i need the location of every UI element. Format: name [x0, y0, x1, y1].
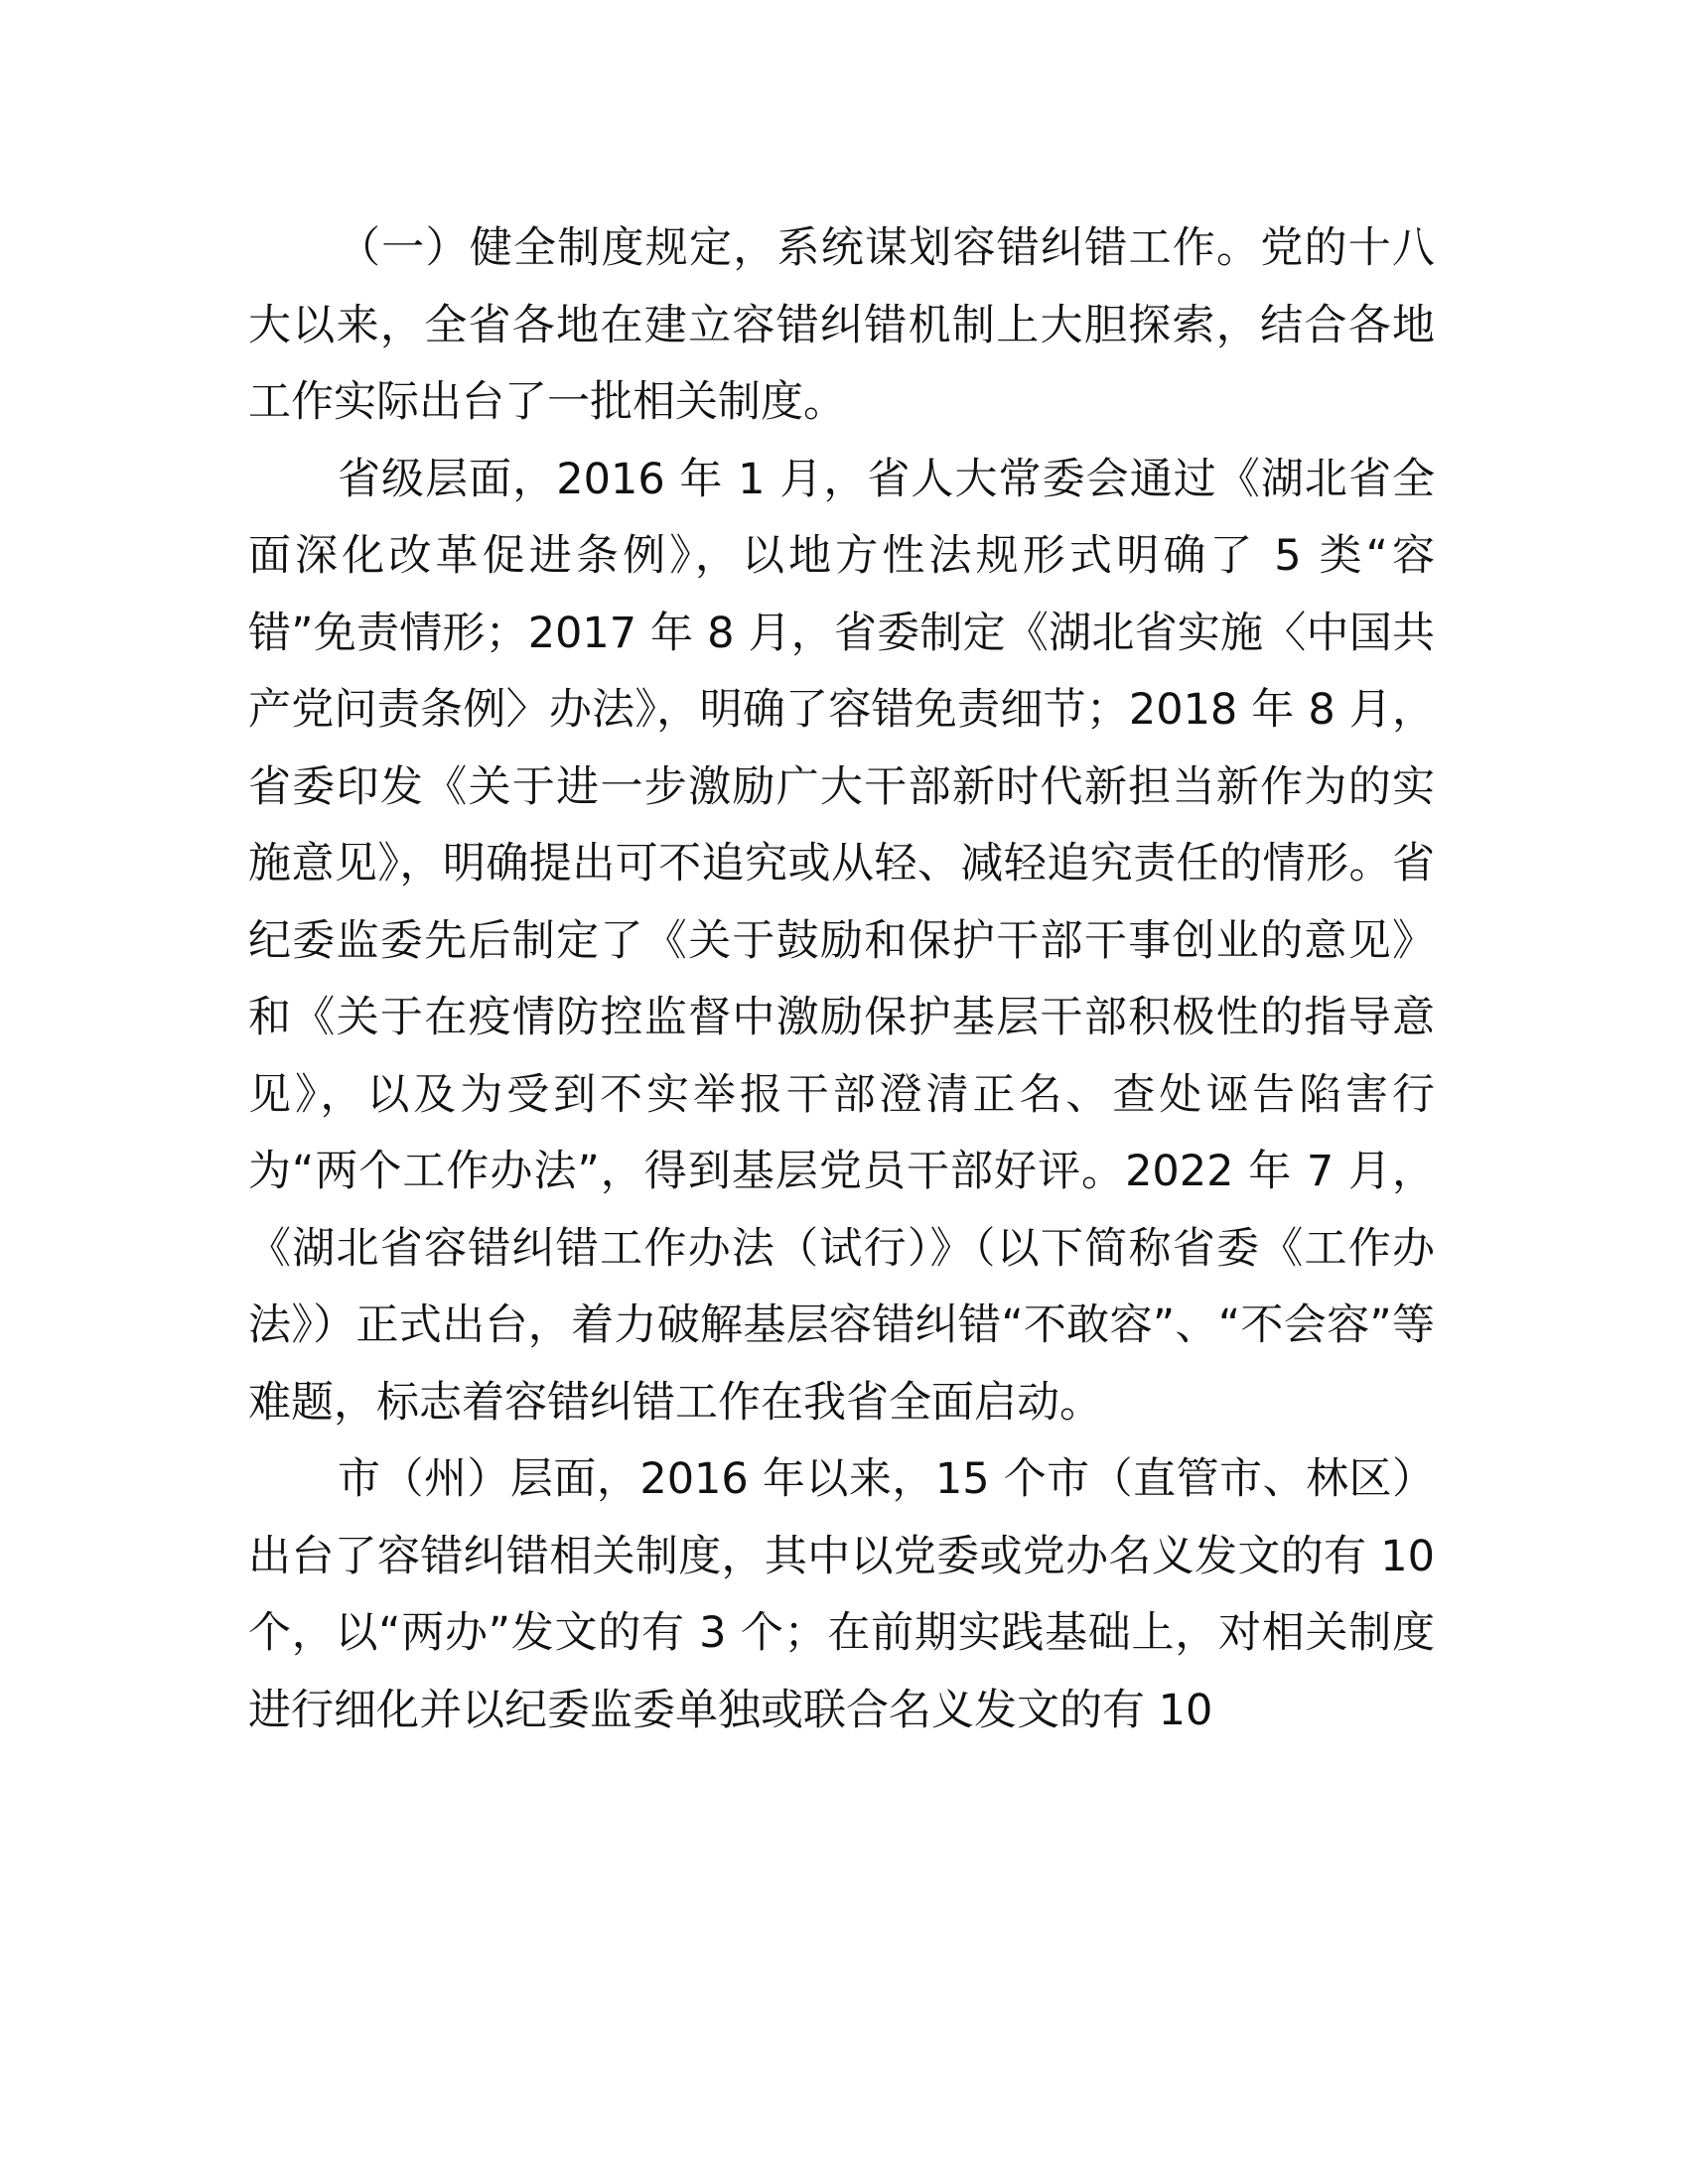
paragraph-2: 省级层面，2016 年 1 月，省人大常委会通过《湖北省全面深化改革促进条例》，以地方性法规形式明确了 5 类“容错”免责情形；2017 年 8 月，省委制定《湖北省实施〈中国共产党问责条例〉办法》，明确了容错免责细节；2018 年 8 月，省委印发《关于进一步激励广大干部新时代新担当新作为的实施意见》，明确提出可不追究或从轻、减轻追究责任的情形。省纪委监委先后制定了《关于鼓励和保护干部干事创业的意见》和《关于在疫情防控监督中激励保护基层干部积极性的指导意见》，以及为受到不实举报干部澄清正名、查处诬告陷害行为“两个工作办法”，得到基层党员干部好评。2022 年 7 月，《湖北省容错纠错工作办法（试行）》（以下简称省委《工作办法》）正式出台，着力破解基层容错纠错“不敢容”、“不会容”等难题，标志着容错纠错工作在我省全面启动。 [248, 454, 1435, 1428]
document-body [248, 210, 1435, 1749]
paragraph-3: 市（州）层面，2016 年以来，15 个市（直管市、林区）出台了容错纠错相关制度，其中以党委或党办名义发文的有 10 个，以“两办”发文的有 3 个；在前期实践基础上，对相关制度进行细化并以纪委监委单独或联合名义发文的有 10 [248, 1454, 1435, 1735]
paragraph-1: （一）健全制度规定，系统谋划容错纠错工作。党的十八大以来，全省各地在建立容错纠错机制上大胆探索，结合各地工作实际出台了一批相关制度。 [248, 223, 1435, 427]
